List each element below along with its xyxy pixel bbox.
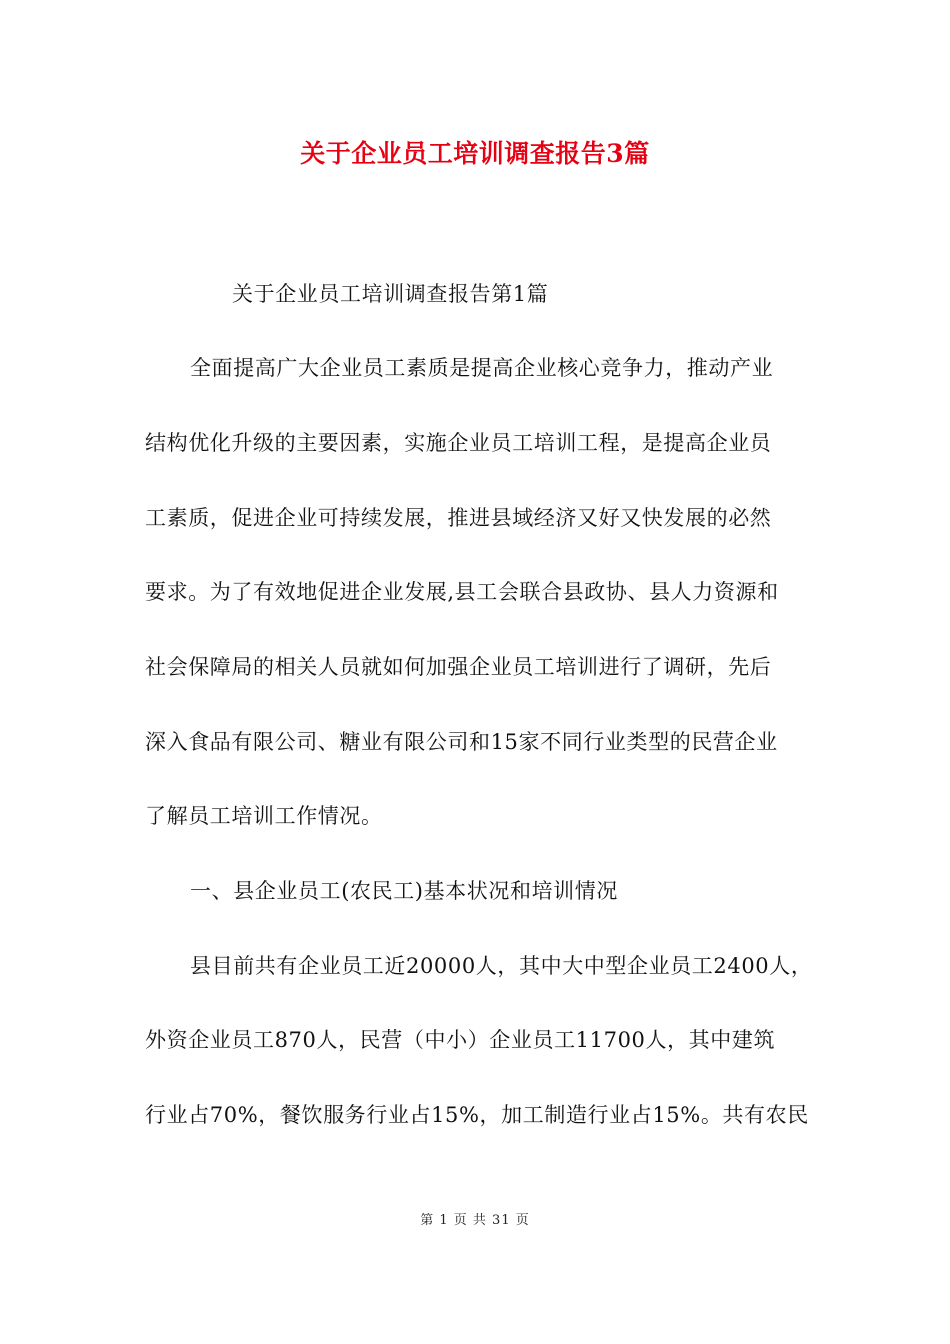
body-line-5: 社会保障局的相关人员就如何加强企业员工培训进行了调研，先后 xyxy=(145,655,772,679)
body-line-4: 要求。为了有效地促进企业发展,县工会联合县政协、县人力资源和 xyxy=(145,580,779,604)
document-title: 关于企业员工培训调查报告3篇 xyxy=(300,139,650,168)
body-line-1: 全面提高广大企业员工素质是提高企业核心竞争力，推动产业 xyxy=(190,356,774,380)
body-line-6: 深入食品有限公司、糖业有限公司和15家不同行业类型的民营企业 xyxy=(145,730,778,754)
body-line-2: 结构优化升级的主要因素，实施企业员工培训工程，是提高企业员 xyxy=(145,431,772,455)
body-line-9: 县目前共有企业员工近20000人，其中大中型企业员工2400人， xyxy=(190,954,813,978)
body-line-3: 工素质，促进企业可持续发展，推进县域经济又好又快发展的必然 xyxy=(145,506,772,530)
subsection-heading: 一、县企业员工(农民工)基本状况和培训情况 xyxy=(190,879,618,903)
body-line-7: 了解员工培训工作情况。 xyxy=(145,804,383,828)
body-line-10: 外资企业员工870人，民营（中小）企业员工11700人，其中建筑 xyxy=(145,1028,776,1052)
page-footer: 第 1 页 共 31 页 xyxy=(420,1213,530,1228)
section-heading: 关于企业员工培训调查报告第1篇 xyxy=(232,282,549,306)
body-line-11: 行业占70%，餐饮服务行业占15%，加工制造行业占15%。共有农民 xyxy=(145,1103,809,1127)
